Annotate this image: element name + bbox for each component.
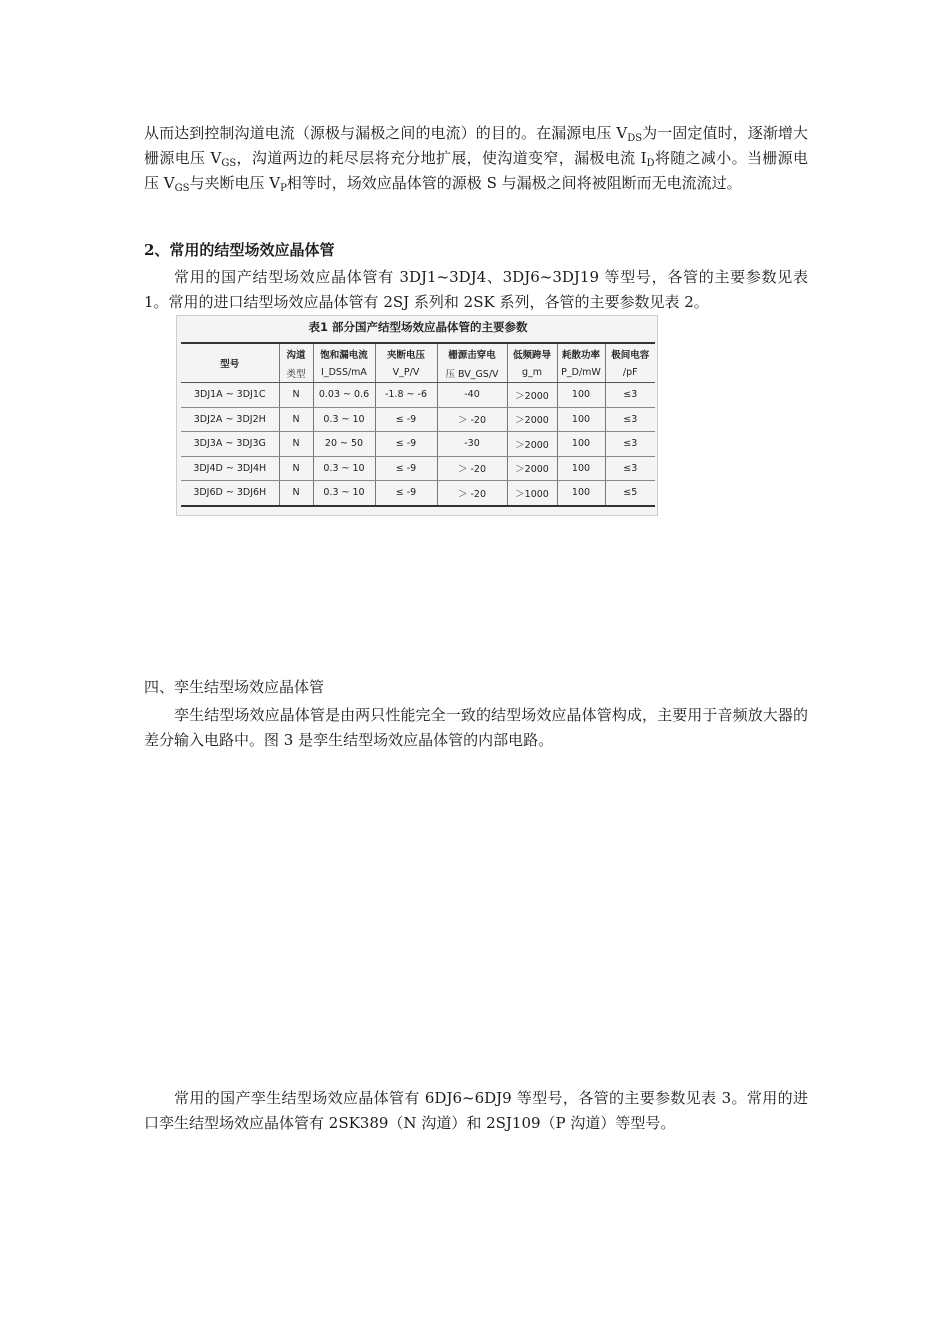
cell-model: 3DJ6D ~ 3DJ6H bbox=[181, 481, 279, 506]
cell-channel: N bbox=[279, 481, 313, 506]
cell-bvgs: ＞ -20 bbox=[437, 481, 507, 506]
cell-vp: ≤ -9 bbox=[375, 481, 437, 506]
cell-pd: 100 bbox=[557, 383, 605, 408]
cell-idss: 0.3 ~ 10 bbox=[313, 481, 375, 506]
cell-pd: 100 bbox=[557, 432, 605, 457]
cell-channel: N bbox=[279, 456, 313, 481]
header-idss-unit: I_DSS/mA bbox=[313, 363, 375, 383]
cell-channel: N bbox=[279, 407, 313, 432]
cell-model: 3DJ1A ~ 3DJ1C bbox=[181, 383, 279, 408]
cell-capacitance: ≤3 bbox=[605, 432, 655, 457]
cell-gm: ＞1000 bbox=[507, 481, 557, 506]
cell-gm: ＞2000 bbox=[507, 407, 557, 432]
cell-capacitance: ≤3 bbox=[605, 456, 655, 481]
parameter-table bbox=[181, 342, 655, 507]
table-1-title: 表1 部分国产结型场效应晶体管的主要参数 bbox=[308, 320, 528, 334]
cell-gm: ＞2000 bbox=[507, 456, 557, 481]
cell-channel: N bbox=[279, 383, 313, 408]
table-1-image bbox=[176, 315, 658, 516]
cell-pd: 100 bbox=[557, 481, 605, 506]
cell-vp: ≤ -9 bbox=[375, 407, 437, 432]
table-header-row bbox=[181, 343, 655, 363]
cell-idss: 0.3 ~ 10 bbox=[313, 407, 375, 432]
cell-bvgs: -30 bbox=[437, 432, 507, 457]
header-capacitance: 极间电容 bbox=[605, 343, 655, 363]
cell-bvgs: ＞ -20 bbox=[437, 456, 507, 481]
header-vp-unit: V_P/V bbox=[375, 363, 437, 383]
cell-model: 3DJ2A ~ 3DJ2H bbox=[181, 407, 279, 432]
cell-gm: ＞2000 bbox=[507, 432, 557, 457]
cell-capacitance: ≤3 bbox=[605, 407, 655, 432]
paragraph-common-jfet: 常用的国产结型场效应晶体管有 3DJ1~3DJ4、3DJ6~3DJ19 等型号，各管的主要参数见表 1。常用的进口结型场效应晶体管有 2SJ 系列和 2SK 系列，各管的主要参数见表 2。 bbox=[144, 268, 808, 311]
cell-model: 3DJ4D ~ 3DJ4H bbox=[181, 456, 279, 481]
cell-vp: ≤ -9 bbox=[375, 432, 437, 457]
header-vp: 夹断电压 bbox=[375, 343, 437, 363]
header-channel-type: 类型 bbox=[279, 363, 313, 383]
table-row bbox=[181, 432, 655, 457]
section-heading-4: 四、孪生结型场效应晶体管 bbox=[144, 678, 325, 696]
table-row bbox=[181, 456, 655, 481]
header-idss: 饱和漏电流 bbox=[313, 343, 375, 363]
paragraph-channel-control: 从而达到控制沟道电流（源极与漏极之间的电流）的目的。在漏源电压 $V_{DS}$为一固定值时，逐渐增大栅源电压 $V_{GS}$，沟道两边的耗尽层将充分地扩展，使沟道变窄，漏极电流 $I_D$将随之减小。当栅源电压 $V_{GS}$与夹断电压 $V_P$相等时，场效应晶体管的源极 S 与漏极之间将被阻断而无电流流过。 bbox=[144, 124, 808, 194]
cell-bvgs: -40 bbox=[437, 383, 507, 408]
header-bvgs-unit: 压 BV_GS/V bbox=[437, 363, 507, 383]
header-pd-unit: P_D/mW bbox=[557, 363, 605, 383]
header-model: 型号 bbox=[181, 343, 279, 383]
table-row bbox=[181, 383, 655, 408]
cell-gm: ＞2000 bbox=[507, 383, 557, 408]
header-gm-unit: g_m bbox=[507, 363, 557, 383]
header-channel: 沟道 bbox=[279, 343, 313, 363]
cell-model: 3DJ3A ~ 3DJ3G bbox=[181, 432, 279, 457]
paragraph-dual-jfet-models: 常用的国产孪生结型场效应晶体管有 6DJ6~6DJ9 等型号，各管的主要参数见表 3。常用的进口孪生结型场效应晶体管有 2SK389（N 沟道）和 2SJ109（P 沟道）等型号。 bbox=[144, 1089, 808, 1132]
cell-idss: 0.3 ~ 10 bbox=[313, 456, 375, 481]
cell-pd: 100 bbox=[557, 456, 605, 481]
paragraph-dual-jfet: 孪生结型场效应晶体管是由两只性能完全一致的结型场效应晶体管构成，主要用于音频放大器的差分输入电路中。图 3 是孪生结型场效应晶体管的内部电路。 bbox=[144, 706, 808, 749]
cell-vp: ≤ -9 bbox=[375, 456, 437, 481]
cell-bvgs: ＞ -20 bbox=[437, 407, 507, 432]
cell-idss: 20 ~ 50 bbox=[313, 432, 375, 457]
section-heading-2: 2、常用的结型场效应晶体管 bbox=[144, 241, 335, 259]
header-pd: 耗散功率 bbox=[557, 343, 605, 363]
cell-channel: N bbox=[279, 432, 313, 457]
cell-capacitance: ≤3 bbox=[605, 383, 655, 408]
header-gm: 低频跨导 bbox=[507, 343, 557, 363]
cell-idss: 0.03 ~ 0.6 bbox=[313, 383, 375, 408]
cell-capacitance: ≤5 bbox=[605, 481, 655, 506]
cell-vp: -1.8 ~ -6 bbox=[375, 383, 437, 408]
cell-pd: 100 bbox=[557, 407, 605, 432]
header-capacitance-unit: /pF bbox=[605, 363, 655, 383]
table-row bbox=[181, 407, 655, 432]
table-row bbox=[181, 481, 655, 506]
header-bvgs: 栅源击穿电 bbox=[437, 343, 507, 363]
